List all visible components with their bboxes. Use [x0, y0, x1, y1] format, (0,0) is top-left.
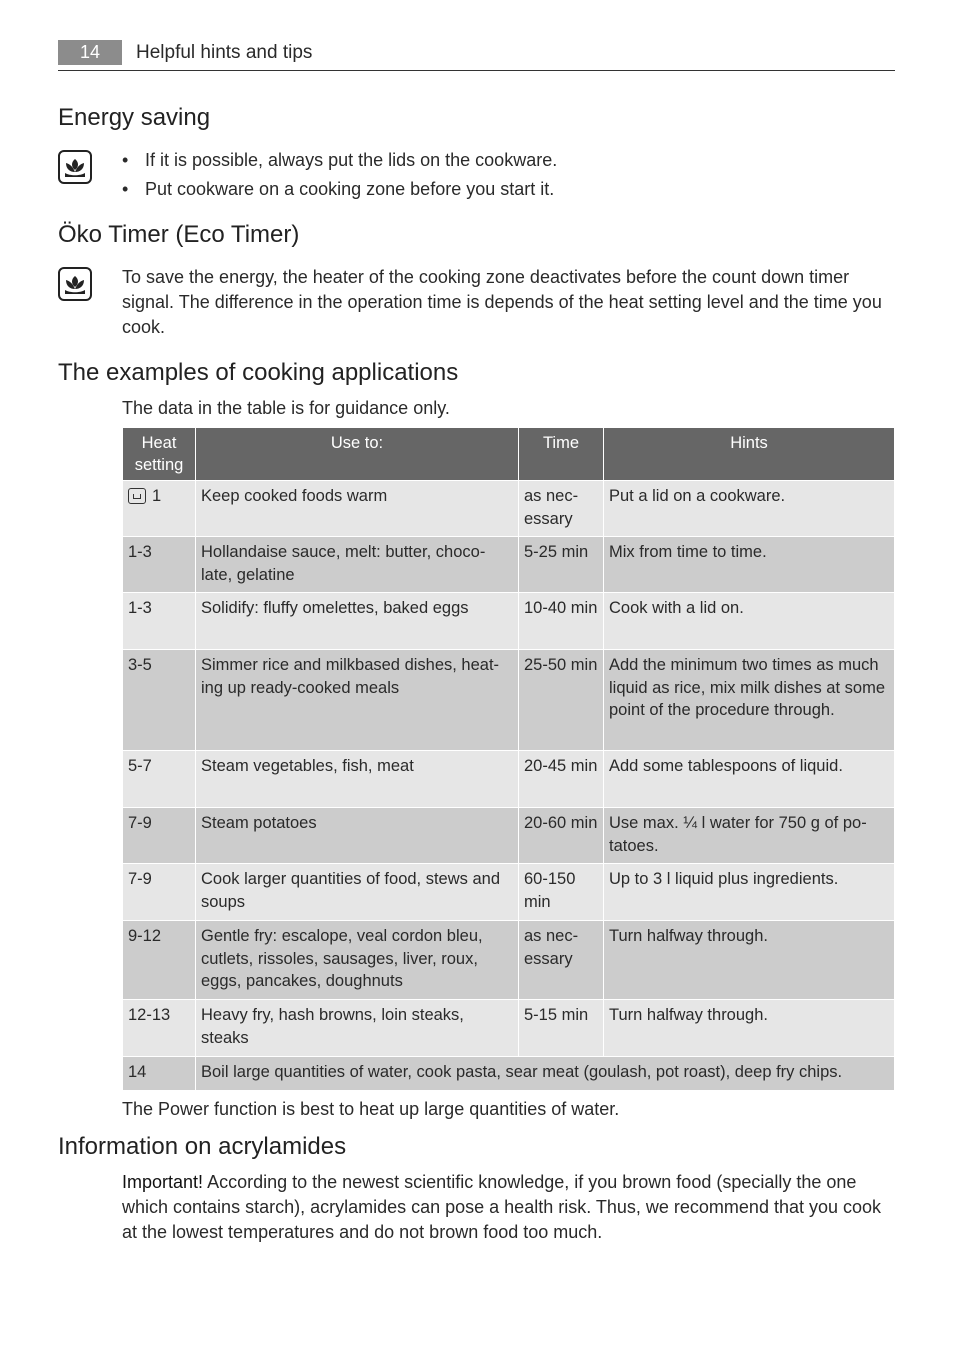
- heat-cell: 1-3: [123, 537, 196, 593]
- table-footnote: The Power function is best to heat up large quantities of water.: [122, 1099, 620, 1119]
- hints-cell: Put a lid on a cookware.: [604, 481, 895, 537]
- use-cell: Hollandaise sauce, melt: butter, choco-late, gelatine: [196, 537, 519, 593]
- heat-cell: 7-9: [123, 864, 196, 921]
- table-row: [123, 921, 895, 1000]
- section-title: Helpful hints and tips: [136, 42, 313, 63]
- time-cell: as nec-essary: [519, 481, 604, 537]
- table-row: [123, 751, 895, 808]
- use-cell: Steam potatoes: [196, 808, 519, 864]
- acrylamides-heading: Information on acrylamides: [58, 1133, 347, 1160]
- hints-cell: Mix from time to time.: [604, 537, 895, 593]
- page-header: [58, 40, 895, 71]
- heat-cell: 9-12: [123, 921, 196, 1000]
- use-cell: Keep cooked foods warm: [196, 481, 519, 537]
- list-item: • Put cookware on a cooking zone before you start it.: [122, 177, 557, 206]
- table-row: [123, 481, 895, 537]
- acrylamides-body: According to the newest scientific knowledge, if you brown food (specially the one which contains starch), acrylamides can pose a health risk. Thus, we recommend that you cook at the lowest temperatures and do not brown food too much.: [122, 1172, 882, 1242]
- hints-cell: Use max. ¼ l water for 750 g of po-tatoes.: [604, 808, 895, 864]
- hints-cell: Add some tablespoons of liquid.: [604, 751, 895, 808]
- page-number: 14: [58, 40, 122, 65]
- time-cell: 5-25 min: [519, 537, 604, 593]
- table-intro: The data in the table is for guidance only.: [122, 398, 450, 418]
- time-cell: 25-50 min: [519, 650, 604, 751]
- acrylamides-text: [122, 1170, 887, 1245]
- hints-cell: Turn halfway through.: [604, 921, 895, 1000]
- use-cell: Cook larger quantities of food, stews and soups: [196, 864, 519, 921]
- use-cell: Solidify: fluffy omelettes, baked eggs: [196, 593, 519, 650]
- column-header-time: Time: [519, 428, 604, 481]
- table-row: [123, 650, 895, 751]
- table-row: [123, 1000, 895, 1057]
- use-cell: Simmer rice and milkbased dishes, heat-ing up ready-cooked meals: [196, 650, 519, 751]
- heat-cell: 5-7: [123, 751, 196, 808]
- heat-cell: 7-9: [123, 808, 196, 864]
- time-cell: 60-150 min: [519, 864, 604, 921]
- hints-cell: Cook with a lid on.: [604, 593, 895, 650]
- use-cell: Heavy fry, hash browns, loin steaks, steaks: [196, 1000, 519, 1057]
- eco-leaf-icon: [58, 150, 92, 184]
- use-cell: Steam vegetables, fish, meat: [196, 751, 519, 808]
- heat-cell: [123, 481, 196, 537]
- table-row: [123, 593, 895, 650]
- heat-cell: 12-13: [123, 1000, 196, 1057]
- table-row: [123, 808, 895, 864]
- energy-saving-list: [122, 148, 557, 206]
- heat-cell: 3-5: [123, 650, 196, 751]
- time-cell: 5-15 min: [519, 1000, 604, 1057]
- hints-cell: Up to 3 l liquid plus ingredients.: [604, 864, 895, 921]
- eco-leaf-icon: [58, 267, 92, 301]
- column-header-use: Use to:: [196, 428, 519, 481]
- table-header-row: [123, 428, 895, 481]
- examples-heading: The examples of cooking applications: [58, 359, 459, 386]
- energy-saving-heading: Energy saving: [58, 104, 211, 131]
- heat-cell: 1-3: [123, 593, 196, 650]
- column-header-hints: Hints: [604, 428, 895, 481]
- list-item: • If it is possible, always put the lids on the cookware.: [122, 148, 557, 177]
- use-cell: Gentle fry: escalope, veal cordon bleu, cutlets, rissoles, sausages, liver, roux, eggs, pancakes, doughnuts: [196, 921, 519, 1000]
- use-cell: Boil large quantities of water, cook pasta, sear meat (goulash, pot roast), deep fry chips.: [196, 1057, 895, 1091]
- time-cell: 10-40 min: [519, 593, 604, 650]
- time-cell: 20-45 min: [519, 751, 604, 808]
- eco-timer-text: To save the energy, the heater of the cooking zone deactivates before the count down timer signal. The difference in the operation time is depends of the heat setting level and the time you cook.: [122, 267, 882, 337]
- cooking-table: [122, 427, 895, 1091]
- heat-value: 1: [152, 487, 162, 505]
- table-row: [123, 864, 895, 921]
- eco-timer-heading: Öko Timer (Eco Timer): [58, 221, 300, 248]
- keep-warm-icon: [128, 488, 146, 504]
- table-row: [123, 537, 895, 593]
- time-cell: as nec-essary: [519, 921, 604, 1000]
- time-cell: 20-60 min: [519, 808, 604, 864]
- heat-cell: 14: [123, 1057, 196, 1091]
- hints-cell: Add the minimum two times as much liquid as rice, mix milk dishes at some point of the procedure through.: [604, 650, 895, 751]
- hints-cell: Turn halfway through.: [604, 1000, 895, 1057]
- table-row: [123, 1057, 895, 1091]
- important-label: Important!: [122, 1172, 204, 1192]
- column-header-heat-setting: Heat setting: [123, 428, 196, 481]
